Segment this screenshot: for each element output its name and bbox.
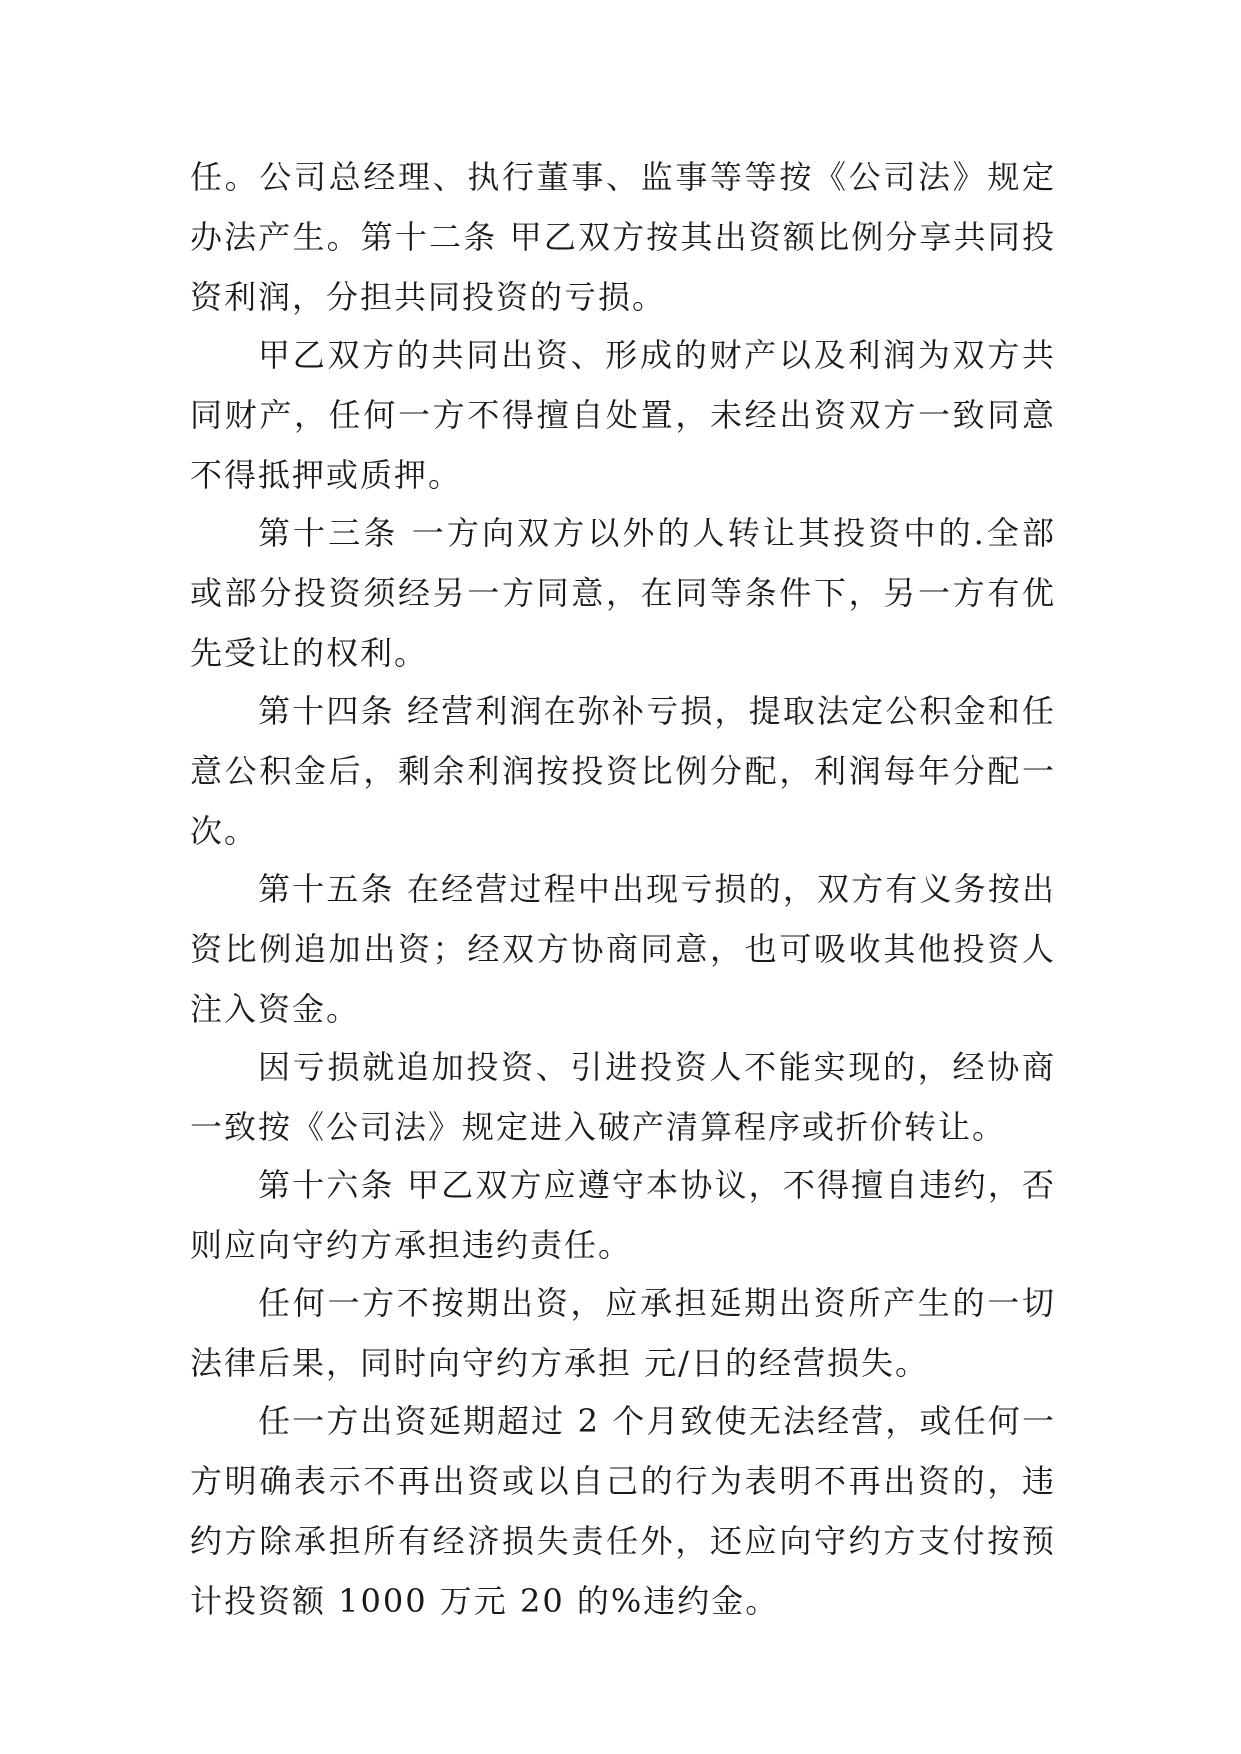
document-body xyxy=(190,147,1056,1629)
paragraph-article-16: 第十六条 甲乙双方应遵守本协议，不得擅自违约，否则应向守约方承担违约责任。 xyxy=(190,1166,1056,1264)
paragraph-joint-property: 甲乙双方的共同出资、形成的财产以及利润为双方共同财产，任何一方不得擅自处置，未经出资双方一致同意不得抵押或质押。 xyxy=(190,336,1056,494)
paragraph-breach-penalty: 任一方出资延期超过 2 个月致使无法经营，或任何一方明确表示不再出资或以自己的行为表明不再出资的，违约方除承担所有经济损失责任外，还应向守约方支付按预计投资额 1000 万元 20 的%违约金。 xyxy=(190,1402,1056,1620)
paragraph-article-15: 第十五条 在经营过程中出现亏损的，双方有义务按出资比例追加出资；经双方协商同意，也可吸收其他投资人注入资金。 xyxy=(190,870,1056,1028)
paragraph-loss-bankruptcy: 因亏损就追加投资、引进投资人不能实现的，经协商一致按《公司法》规定进入破产清算程序或折价转让。 xyxy=(190,1048,1056,1146)
paragraph-article-13: 第十三条 一方向双方以外的人转让其投资中的.全部或部分投资须经另一方同意，在同等条件下，另一方有优先受让的权利。 xyxy=(190,514,1056,672)
paragraph-article-11-12: 任。公司总经理、执行董事、监事等等按《公司法》规定办法产生。第十二条 甲乙双方按其出资额比例分享共同投资利润，分担共同投资的亏损。 xyxy=(190,158,1056,316)
paragraph-late-contribution: 任何一方不按期出资，应承担延期出资所产生的一切法律后果，同时向守约方承担 元/日的经营损失。 xyxy=(190,1284,1056,1382)
paragraph-article-14: 第十四条 经营利润在弥补亏损，提取法定公积金和任意公积金后，剩余利润按投资比例分配，利润每年分配一次。 xyxy=(190,692,1056,850)
